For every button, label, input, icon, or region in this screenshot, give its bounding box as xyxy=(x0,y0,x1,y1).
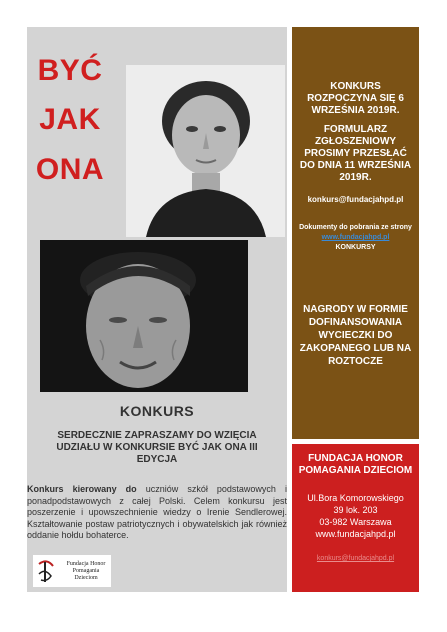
contact-email-link[interactable]: konkurs@fundacjahpd.pl xyxy=(316,555,395,562)
foundation-logo-icon xyxy=(33,556,61,586)
invite-text: SERDECZNIE ZAPRASZAMY DO WZIĘCIA UDZIAŁU W KONKURSIE BYĆ JAK ONA III EDYCJA xyxy=(56,430,258,465)
foundation-website[interactable]: www.fundacjahpd.pl xyxy=(315,529,396,539)
address-number: 39 lok. 203 xyxy=(333,505,378,515)
prizes-text: NAGRODY W FORMIE DOFINANSOWANIA WYCIECZKI DO ZAKOPANEGO LUB NA ROZTOCZE xyxy=(299,304,412,367)
body-text-part3: Celem konkursu jest poszerzenie i upowszechnienie wiedzy o Irenie Sendlerowej. Kształtowanie postaw patriotycznych i obywatelskich jak również oddanie hołdu bohaterce. xyxy=(27,495,287,540)
form-deadline-text: FORMULARZ ZGŁOSZENIOWY PROSIMY PRZESŁAĆ DO DNIA 11 WRZEŚNIA 2019R. xyxy=(299,124,412,183)
body-text-part2: uczniów szkół podstawowych i ponadpodstawowych z całej Polski. xyxy=(27,484,287,506)
documents-suffix: KONKURSY xyxy=(335,244,376,251)
title-line-3: ONA xyxy=(35,153,105,186)
foundation-logo-text: Fundacja Honor Pomagania Dzieciom xyxy=(66,560,106,581)
contest-start-text: KONKURS ROZPOCZYNA SIĘ 6 WRZEŚNIA 2019R. xyxy=(307,81,404,116)
address-street: Ul.Bora Komorowskiego xyxy=(307,493,404,503)
body-text xyxy=(27,484,287,542)
foundation-logo xyxy=(33,555,111,587)
title-line-2: JAK xyxy=(39,103,101,136)
photo-older-woman xyxy=(40,240,248,392)
title-line-1: BYĆ xyxy=(37,54,103,87)
body-text-part1: Konkurs kierowany do xyxy=(27,484,137,494)
documents-link[interactable]: www.fundacjahpd.pl xyxy=(321,234,390,241)
foundation-address xyxy=(296,492,415,540)
photo-young-woman xyxy=(126,65,285,237)
contest-email: konkurs@fundacjahpd.pl xyxy=(307,195,404,204)
info-box-brown xyxy=(292,27,419,439)
documents-prefix: Dokumenty do pobrania ze strony xyxy=(299,224,412,231)
address-postal: 03-982 Warszawa xyxy=(319,517,392,527)
contact-box-red xyxy=(292,444,419,592)
documents-text xyxy=(296,223,415,253)
konkurs-heading: KONKURS xyxy=(119,403,195,419)
foundation-name: FUNDACJA HONOR POMAGANIA DZIECIOM xyxy=(298,453,413,476)
